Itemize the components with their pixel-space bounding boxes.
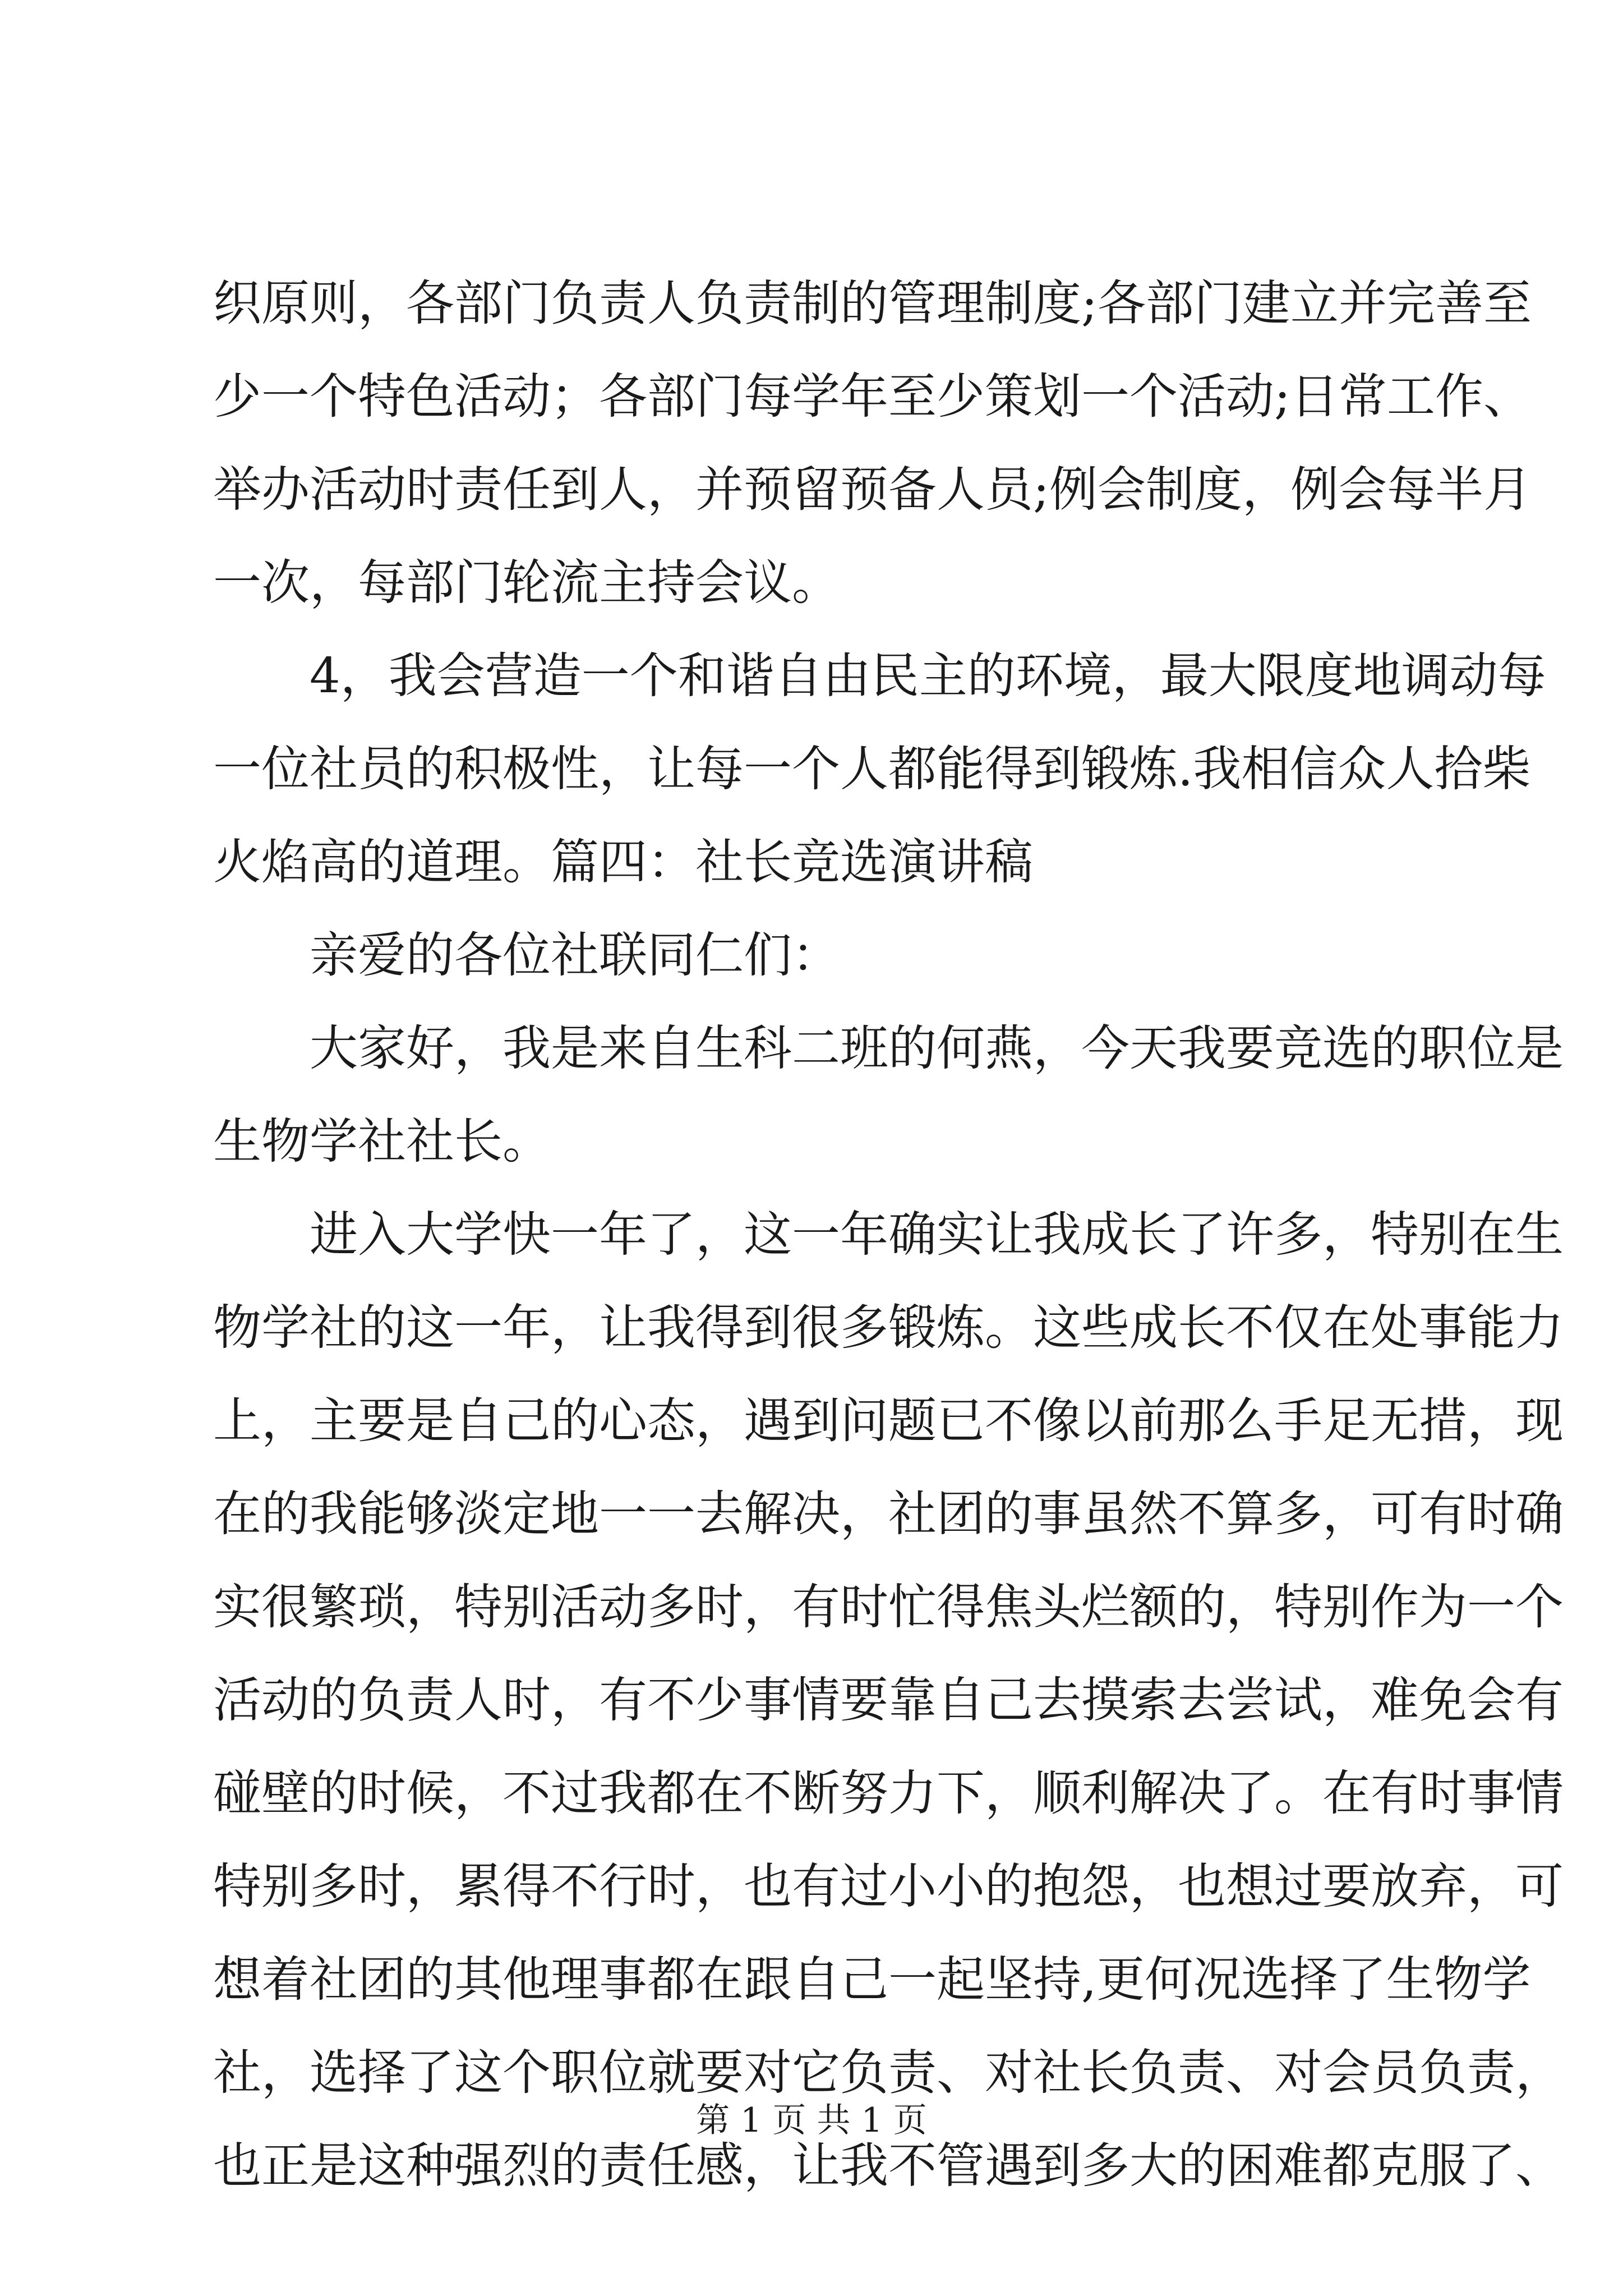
text-line: 在的我能够淡定地一一去解决，社团的事虽然不算多，可有时确 (213, 1486, 1564, 1542)
text-line: 一次，每部门轮流主持会议。 (213, 555, 840, 611)
page-footer: 第 1 页 共 1 页 (696, 2101, 927, 2140)
paragraph (213, 257, 1532, 629)
text-line: 少一个特色活动；各部门每学年至少策划一个活动;日常工作、 (213, 369, 1532, 425)
text-line: 大家好，我是来自生科二班的何燕，今天我要竞选的职位是 (310, 1020, 1564, 1076)
text-line: 也正是这种强烈的责任感，让我不管遇到多大的困难都克服了、 (213, 2138, 1564, 2194)
text-line: 活动的负责人时，有不少事情要靠自己去摸索去尝试，难免会有 (213, 1672, 1564, 1728)
text-line: 上，主要是自己的心态，遇到问题已不像以前那么手足无措，现 (213, 1393, 1564, 1449)
text-line: 进入大学快一年了，这一年确实让我成长了许多，特别在生 (310, 1207, 1564, 1263)
text-line: 想着社团的其他理事都在跟自己一起坚持,更何况选择了生物学 (213, 1952, 1531, 2008)
text-line: 实很繁琐，特别活动多时，有时忙得焦头烂额的，特别作为一个 (213, 1579, 1564, 1635)
text-line: 举办活动时责任到人，并预留预备人员;例会制度，例会每半月 (213, 462, 1532, 518)
text-line: 4，我会营造一个和谐自由民主的环境，最大限度地调动每 (310, 648, 1546, 704)
text-line: 生物学社社长。 (213, 1114, 551, 1170)
paragraph (213, 629, 1546, 909)
text-line: 亲爱的各位社联同仁们： (310, 927, 840, 983)
text-line: 织原则，各部门负责人负责制的管理制度;各部门建立并完善至 (213, 275, 1532, 332)
text-line: 社，选择了这个职位就要对它负责、对社长负责、对会员负责， (213, 2045, 1564, 2101)
text-line: 物学社的这一年，让我得到很多锻炼。这些成长不仅在处事能力 (213, 1300, 1564, 1356)
document-body (213, 257, 1564, 2212)
paragraph (213, 1188, 1564, 2212)
text-line: 火焰高的道理。篇四：社长竞选演讲稿 (213, 834, 1033, 890)
paragraph (213, 1002, 1564, 1188)
text-line: 一位社员的积极性，让每一个人都能得到锻炼.我相信众人拾柴 (213, 741, 1531, 797)
text-line: 特别多时，累得不行时，也有过小小的抱怨，也想过要放弃，可 (213, 1858, 1564, 1915)
paragraph (213, 909, 1424, 1002)
text-line: 碰壁的时候，不过我都在不断努力下，顺利解决了。在有时事情 (213, 1765, 1564, 1821)
